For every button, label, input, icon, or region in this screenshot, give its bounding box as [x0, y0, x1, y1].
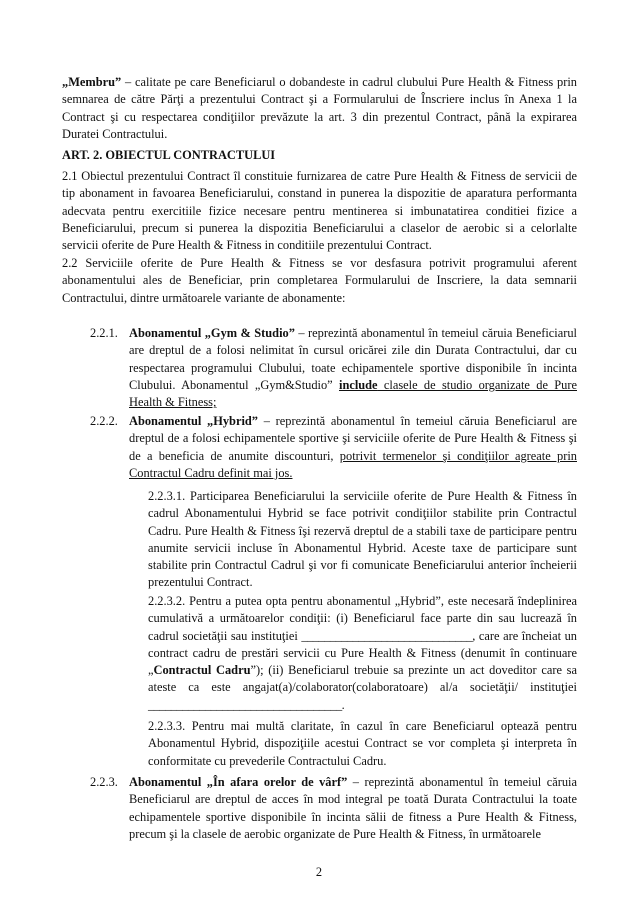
- institution-blank-1: ______________________________: [301, 628, 473, 643]
- institution-blank-2: __________________________________: [148, 697, 342, 712]
- section-2-2-2-number: 2.2.2.: [90, 414, 118, 428]
- section-2-2-3-number: 2.2.3.: [90, 775, 118, 789]
- section-2-2-1-number: 2.2.1.: [90, 326, 118, 340]
- section-2-2-2-title: Abonamentul „Hybrid”: [129, 414, 258, 428]
- paragraph-2-2: 2.2 Serviciile oferite de Pure Health & Fitness se vor desfasura potrivit programului aferent abonamentului ales de Beneficiar, prin completarea Formularului de Inscriere, la data semnarii Contractului, dintre următoarele variante de abonamente:: [62, 256, 577, 305]
- section-2-2-3-title: Abonamentul „În afara orelor de vârf”: [129, 775, 348, 789]
- section-2-2-3-1: 2.2.3.1. Participarea Beneficiarului la serviciile oferite de Pure Health & Fitness în cadrul Abonamentului Hybrid se face potrivit condiţiilor stabilite prin Contractul Cadru. Pure Health & Fitness îşi rezervă dreptul de a stabili taxe de participare pentru anumite servicii incluse în Abonamentul Hybrid. Aceste taxe de participare sunt stabilite prin Contractul Cadrul şi vor fi comunicate Beneficiarului anterior încheierii prezentului Contract.: [148, 489, 577, 590]
- section-2-2-1-title: Abonamentul „Gym & Studio”: [129, 326, 295, 340]
- section-2-2-3-3: 2.2.3.3. Pentru mai multă claritate, în cazul în care Beneficiarul optează pentru Abonamentul Hybrid, dispoziţiile acestui Contract se vor completa şi interpreta în conformitate cu prevederile Contractului Cadru.: [148, 719, 577, 768]
- section-2-2-3-2: 2.2.3.2. Pentru a putea opta pentru abonamentul „Hybrid”, este necesară îndeplinirea cumulativă a următoarelor condiţii: (i) Beneficiarul face parte din sau lucrează în cadrul societăţii sau instituţiei ______________________________, care are încheiat un contract cadru de prestări servicii cu Pure Health & Fitness (denumit în continuare „Contractul Cadru”); (ii) Beneficiarul trebuie sa prezinte un act doveditor care sa ateste ca este angajat(a)/colaborator(colaboratoare) al/a societăţii/ instituţiei __________________________________.: [148, 594, 577, 712]
- membru-text: – calitate pe care Beneficiarul o dobandeste in cadrul clubului Pure Health & Fitness prin semnarea de către Părţi a prezentului Contract şi a Formularului de Înscriere inclus în Anexa 1 la Contract şi cu respectarea condiţiilor prevăzute la art. 3 din prezentul Contract, până la expirarea Duratei Contractului.: [62, 75, 577, 141]
- section-2-2-3: Abonamentul „În afara orelor de vârf” – reprezintă abonamentul în temeiul căruia Beneficiarul are dreptul de acces în mod integral pe toată Durata Contractului la toate echipamentele sportive disponibile în incinta sălii de fitness a Pure Health & Fitness, precum şi la clasele de aerobic organizate de Pure Health & Fitness, în următoarele: [129, 775, 577, 841]
- section-2-2-1: Abonamentul „Gym & Studio” – reprezintă abonamentul în temeiul căruia Beneficiarul are dreptul de a folosi nelimitat în cursul oricărei zile din Durata Contractului, dar cu respectarea programului Clubului, toate echipamentele sportive disponibile în incinta Clubului. Abonamentul „Gym&Studio” include clasele de studio organizate de Pure Health & Fitness;: [129, 326, 578, 410]
- article-heading: ART. 2. OBIECTUL CONTRACTULUI: [62, 148, 276, 162]
- membru-definition: [62, 74, 577, 143]
- include-keyword: include: [339, 377, 378, 392]
- membru-term: „Membru”: [62, 75, 122, 89]
- paragraph-2-1: 2.1 Obiectul prezentului Contract îl constituie furnizarea de catre Pure Health & Fitness de servicii de tip abonament in favoarea Beneficiarului, constand in punerea la dispozitie de aparatura performanta adecvata pentru exercitiile fizice necesare pentru mentinerea si imbunatatirea conditiei fizice a Beneficiarului, precum si punerea la dispozitia Beneficiarului a claselor de aerobic si a celorlalte servicii oferite de Pure Health & Fitness in conditiile prezentului Contract.: [62, 169, 577, 253]
- section-2-2-2: Abonamentul „Hybrid” – reprezintă abonamentul în temeiul căruia Beneficiarul are dreptul de a folosi echipamentele sportive şi serviciile oferite de Pure Health & Fitness şi de a beneficia de anumite discounturi, potrivit termenelor şi condiţiilor agreate prin Contractul Cadru definit mai jos.: [129, 414, 578, 480]
- page-number: 2: [315, 865, 323, 879]
